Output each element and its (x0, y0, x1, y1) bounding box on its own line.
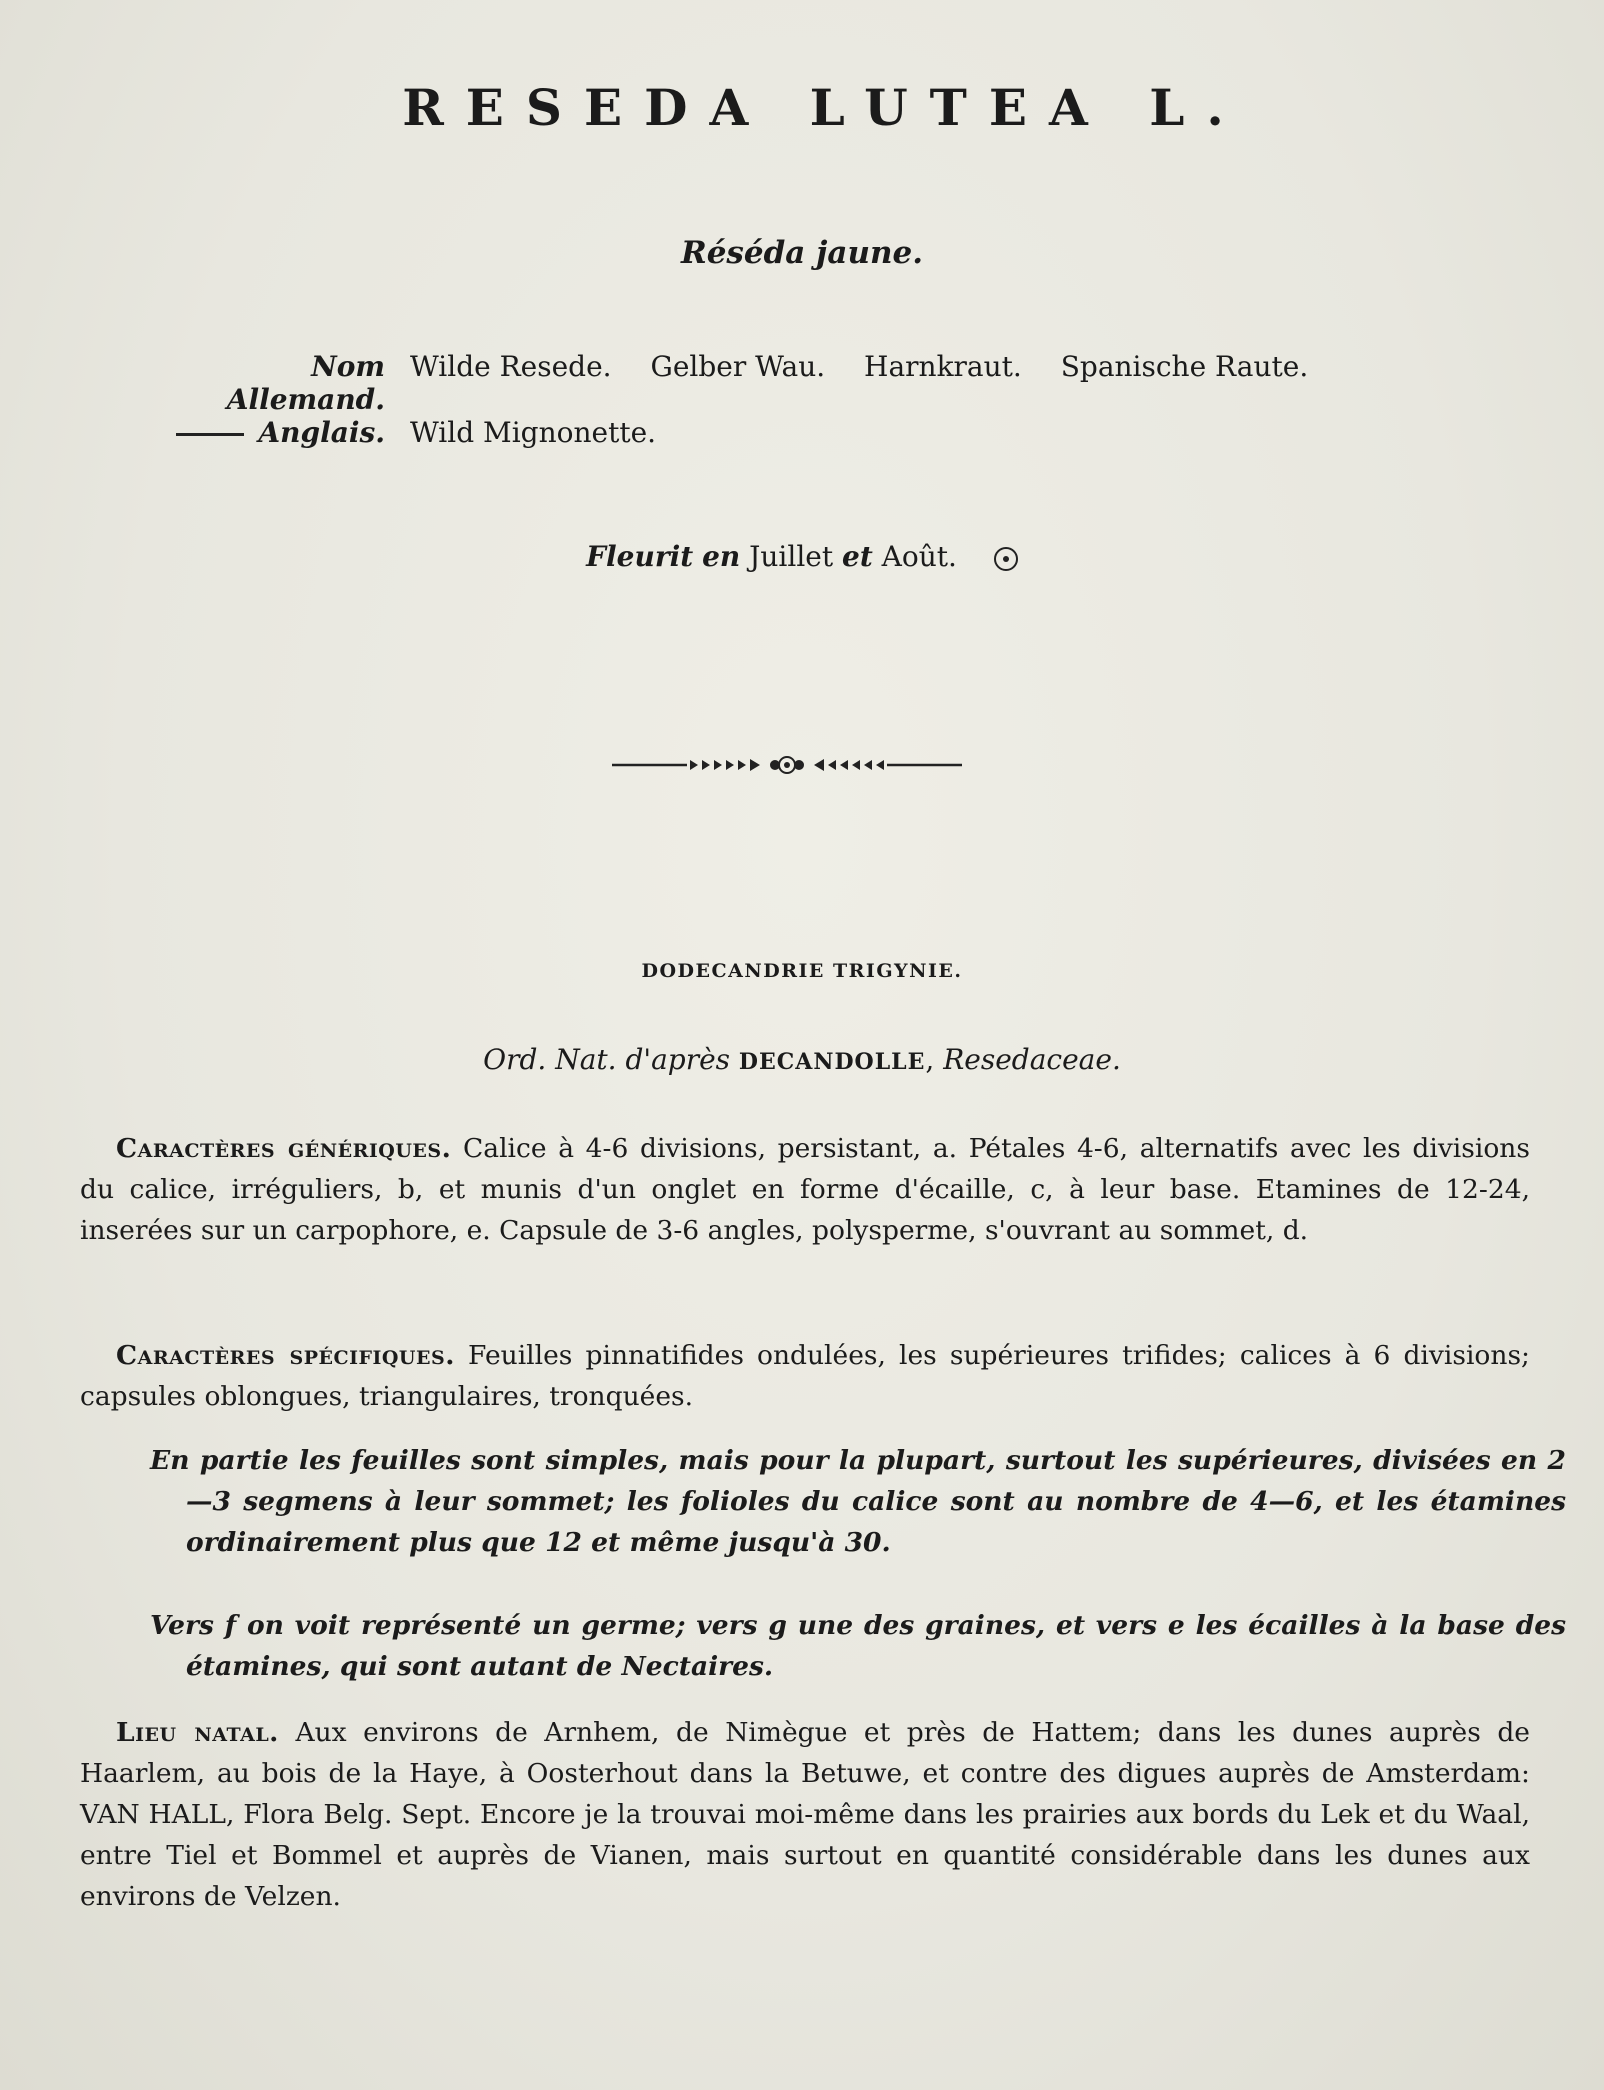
generic-text: Calice à 4-6 divisions, persistant, a. Pétales 4-6, alternatifs avec les divisions du calice, irréguliers, b, et munis d'un onglet en forme d'écaille, c, à leur base. Etamines de 12-24, inserées sur un carpophore, e. Capsule de 3-6 angles, polysperme, s'ouvrant au sommet, d. (80, 1133, 1530, 1246)
specific-text: Feuilles pinnatifides ondulées, les supérieures trifides; calices à 6 divisions; capsules oblongues, triangulaires, tronquées. (80, 1340, 1530, 1412)
vernacular-value: Harnkraut. (864, 350, 1022, 383)
habitat-text: Aux environs de Arnhem, de Nimègue et près de Hattem; dans les dunes auprès de Haarlem, au bois de la Haye, à Oosterhout dans la Betuwe, et contre des digues auprès de Amsterdam: VAN HALL, Flora Belg. Sept. Encore je la trouvai moi-même dans les prairies aux bords du Lek et du Waal, entre Tiel et Bommel et auprès de Vianen, mais surtout en quantité considérable dans les dunes aux environs de Velzen. (80, 1717, 1530, 1912)
vernacular-label: Nom Allemand. (226, 350, 385, 416)
vernacular-value: Wilde Resede. (410, 350, 612, 383)
vernacular-label-wrap (145, 416, 385, 449)
generic-characters-paragraph (80, 1128, 1530, 1251)
natural-order (0, 1043, 1604, 1076)
order-prefix: Ord. Nat. d'après (483, 1043, 731, 1076)
order-separator: , (925, 1043, 935, 1076)
ornamental-divider-icon (612, 750, 962, 780)
vernacular-label: Anglais. (258, 416, 385, 449)
specific-heading: Caractères spécifiques. (116, 1340, 455, 1371)
flowering-prefix: Fleurit (586, 540, 694, 573)
page-title: RESEDA LUTEA L. (402, 78, 1246, 137)
flowering-month: Juillet (749, 540, 834, 573)
note-paragraph-variation: En partie les feuilles sont simples, mais pour la plupart, surtout les supérieures, divisées en 2—3 segmens à leur sommet; les folioles du calice sont au nombre de 4—6, et les étamines ordinairement plus que 12 et même jusqu'à 30. (150, 1445, 1566, 1558)
habitat-heading: Lieu natal. (116, 1717, 279, 1748)
vernacular-value: Gelber Wau. (650, 350, 826, 383)
generic-heading: Caractères génériques. (116, 1133, 452, 1164)
habitat-paragraph (80, 1712, 1530, 1917)
vernacular-value: Spanische Raute. (1060, 350, 1309, 383)
order-family: Resedaceae. (943, 1043, 1121, 1076)
linnaean-classification: DODECANDRIE TRIGYNIE. (641, 960, 963, 982)
ditto-dash (176, 433, 244, 436)
specific-characters-paragraph (80, 1335, 1530, 1417)
vernacular-values (410, 416, 686, 449)
order-author: DECANDOLLE (738, 1049, 926, 1075)
flowering-word: et (842, 540, 873, 573)
note-paragraph-figures: Vers f on voit représenté un germe; vers g une des graines, et vers e les écailles à la base des étamines, qui sont autant de Nectaires. (150, 1610, 1566, 1682)
vernacular-row-english (145, 416, 1345, 482)
french-common-name: Réséda jaune. (680, 235, 924, 271)
annual-sun-symbol-icon (994, 547, 1018, 571)
flowering-word: en (702, 540, 741, 573)
flowering-month: Août. (881, 540, 957, 573)
flowering-period (0, 540, 1604, 573)
vernacular-values (410, 350, 1338, 383)
vernacular-row-german (145, 350, 1345, 416)
vernacular-value: Wild Mignonette. (410, 416, 657, 449)
vernacular-names (145, 350, 1345, 482)
